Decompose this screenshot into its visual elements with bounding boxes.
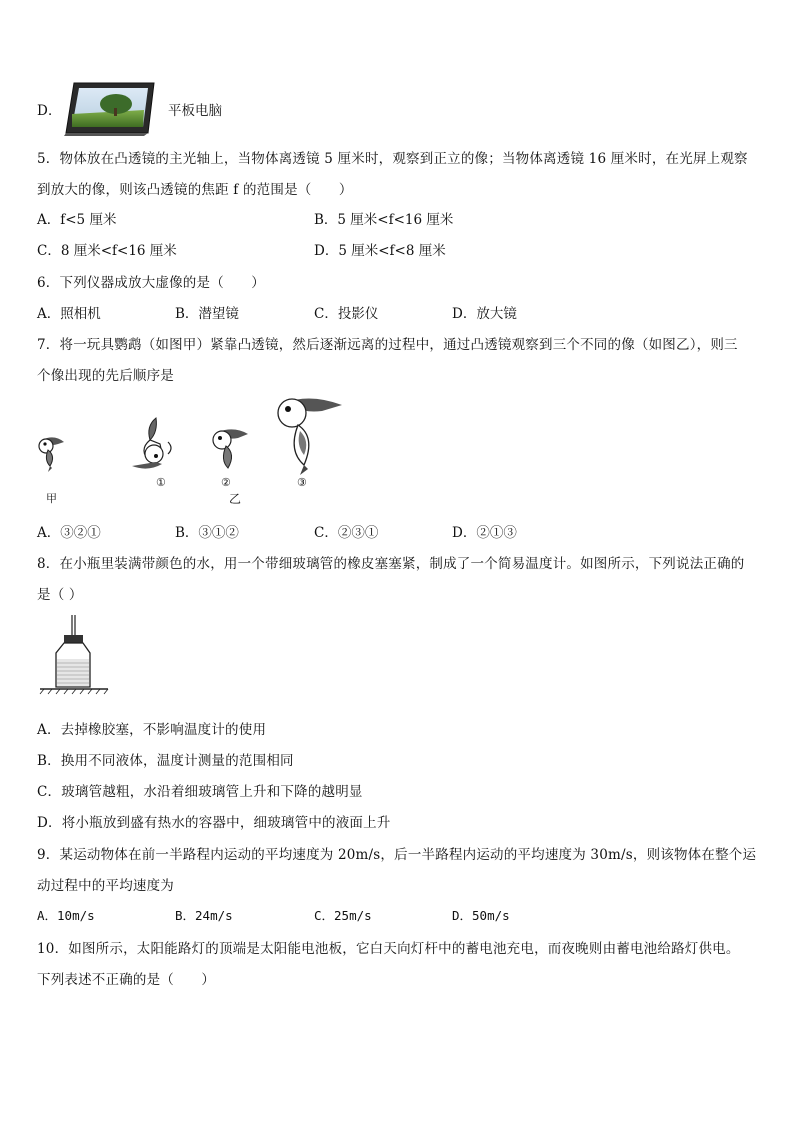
q8-stem-line1: 8．在小瓶里装满带颜色的水，用一个带细玻璃管的橡皮塞塞紧，制成了一个简易温度计。如图所示，下列说法正确的 xyxy=(37,556,745,572)
parrot-image-1 xyxy=(128,414,184,478)
q8-option-d: D．将小瓶放到盛有热水的容器中，细玻璃管中的液面上升 xyxy=(37,815,391,831)
parrot-image-2 xyxy=(208,424,252,478)
q7-stem-line2: 个像出现的先后顺序是 xyxy=(37,368,174,384)
q7-option-d: D．②①③ xyxy=(452,525,517,541)
q9-option-b: B．24m/s xyxy=(175,908,233,923)
figure-label-jia: 甲 xyxy=(46,492,57,505)
q5-option-b: B．5 厘米<f<16 厘米 xyxy=(314,212,454,228)
q9-option-a: A．10m/s xyxy=(37,908,95,923)
q8-option-b: B．换用不同液体，温度计测量的范围相同 xyxy=(37,753,294,769)
q7-option-a: A．③②① xyxy=(37,525,101,541)
tablet-image xyxy=(64,80,156,140)
figure-label-1: ① xyxy=(156,476,166,489)
figure-label-2: ② xyxy=(221,476,231,489)
q9-option-d: D．50m/s xyxy=(452,908,510,923)
parrot-image-3 xyxy=(270,393,344,479)
q5-option-c: C．8 厘米<f<16 厘米 xyxy=(37,243,177,259)
q7-stem-line1: 7．将一玩具鹦鹉（如图甲）紧靠凸透镜，然后逐渐远离的过程中，通过凸透镜观察到三个不同的像（如图乙），则三 xyxy=(37,337,738,353)
q5-option-d: D．5 厘米<f<8 厘米 xyxy=(314,243,446,259)
q6-stem: 6．下列仪器成放大虚像的是（ ） xyxy=(37,275,265,291)
q6-option-b: B．潜望镜 xyxy=(175,306,239,322)
q8-option-c: C．玻璃管越粗，水沿着细玻璃管上升和下降的越明显 xyxy=(37,784,363,800)
q5-stem-line2: 到放大的像，则该凸透镜的焦距 f 的范围是（ ） xyxy=(37,182,353,198)
q8-stem-line2: 是（ ） xyxy=(37,587,83,603)
q10-stem-line1: 10．如图所示，太阳能路灯的顶端是太阳能电池板，它白天向灯杆中的蓄电池充电，而夜晚则由蓄电池给路灯供电。 xyxy=(37,941,740,957)
q9-stem-line2: 动过程中的平均速度为 xyxy=(37,878,174,894)
parrot-figure-jia xyxy=(36,434,72,478)
q6-option-c: C．投影仪 xyxy=(314,306,379,322)
q7-option-b: B．③①② xyxy=(175,525,239,541)
q7-option-c: C．②③① xyxy=(314,525,379,541)
q9-stem-line1: 9．某运动物体在前一半路程内运动的平均速度为 20m/s，后一半路程内运动的平均速度为 30m/s，则该物体在整个运 xyxy=(37,847,757,863)
q10-stem-line2: 下列表述不正确的是（ ） xyxy=(37,972,216,988)
figure-label-3: ③ xyxy=(297,476,307,489)
thermometer-bottle-figure xyxy=(38,615,114,701)
q9-option-c: C．25m/s xyxy=(314,908,372,923)
q6-option-a: A．照相机 xyxy=(37,306,101,322)
q6-option-d: D．放大镜 xyxy=(452,306,517,322)
figure-label-yi: 乙 xyxy=(229,492,242,506)
q4-option-d-letter: D． xyxy=(37,103,62,119)
q4-option-d-text: 平板电脑 xyxy=(168,103,222,119)
q5-stem-line1: 5．物体放在凸透镜的主光轴上，当物体离透镜 5 厘米时，观察到正立的像；当物体离透镜 16 厘米时，在光屏上观察 xyxy=(37,151,748,167)
q5-option-a: A．f<5 厘米 xyxy=(37,212,117,228)
q8-option-a: A．去掉橡胶塞，不影响温度计的使用 xyxy=(37,722,267,738)
